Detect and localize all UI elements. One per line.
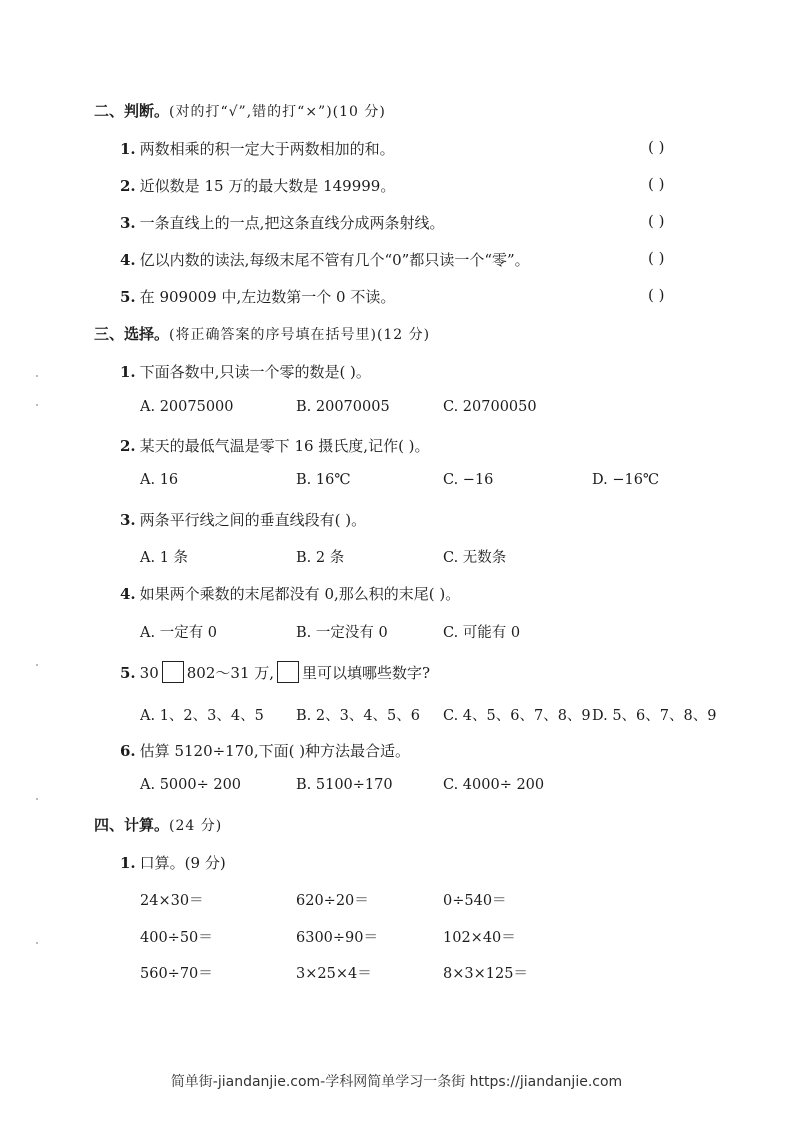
footer-watermark: 简单街-jiandanjie.com-学科网简单学习一条街 https://jiandanjie.com: [170, 1074, 623, 1090]
section-3-note: (将正确答案的序号填在括号里)(12 分): [169, 327, 431, 343]
q2-option-a[interactable]: A. 16: [140, 472, 179, 488]
scan-mark: [36, 664, 38, 666]
choice-question-4: 4. 如果两个乘数的末尾都没有 0,那么积的末尾( )。: [120, 585, 461, 603]
scan-mark: [36, 404, 38, 406]
q4-option-c[interactable]: C. 可能有 0: [443, 625, 521, 641]
choice-question-3: 3. 两条平行线之间的垂直线段有( )。: [120, 511, 367, 529]
choice-question-2: 2. 某天的最低气温是零下 16 摄氏度,记作( )。: [120, 437, 430, 455]
calc-item: 6300÷90＝: [296, 930, 379, 946]
answer-paren-3[interactable]: ( ): [648, 212, 665, 230]
calc-item: 400÷50＝: [140, 930, 213, 946]
q6-option-c[interactable]: C. 4000÷ 200: [443, 777, 545, 793]
calc-question-1: 1. 口算。(9 分): [120, 854, 226, 872]
scan-mark: [36, 942, 38, 944]
calc-item: 8×3×125＝: [443, 966, 528, 982]
q1-option-c[interactable]: C. 20700050: [443, 399, 537, 415]
section-4-title: 四、计算。(24 分): [94, 816, 223, 834]
q5-option-b[interactable]: B. 2、3、4、5、6: [296, 708, 421, 724]
blank-box[interactable]: [162, 661, 184, 683]
judge-question-5: 5. 在 909009 中,左边数第一个 0 不读。: [120, 288, 396, 306]
judge-question-2: 2. 近似数是 15 万的最大数是 149999。: [120, 177, 396, 195]
judge-question-3: 3. 一条直线上的一点,把这条直线分成两条射线。: [120, 214, 445, 232]
choice-question-5: 5. 30 802～31 万, 里可以填哪些数字?: [120, 661, 430, 683]
choice-question-6: 6. 估算 5120÷170,下面( )种方法最合适。: [120, 742, 411, 760]
q2-option-c[interactable]: C. −16: [443, 472, 494, 488]
judge-question-1: 1. 两数相乘的积一定大于两数相加的和。: [120, 140, 395, 158]
q1-option-a[interactable]: A. 20075000: [140, 399, 234, 415]
q6-option-a[interactable]: A. 5000÷ 200: [140, 777, 242, 793]
section-2-note: (对的打“√”,错的打“×”)(10 分): [169, 104, 386, 120]
scan-mark: [36, 375, 38, 377]
section-4-note: (24 分): [169, 818, 223, 834]
answer-paren-5[interactable]: ( ): [648, 286, 665, 304]
calc-item: 620÷20＝: [296, 893, 369, 909]
blank-box[interactable]: [277, 661, 299, 683]
q5-option-c[interactable]: C. 4、5、6、7、8、9: [443, 708, 591, 724]
calc-item: 24×30＝: [140, 893, 204, 909]
q4-option-a[interactable]: A. 一定有 0: [140, 625, 218, 641]
q2-option-d[interactable]: D. −16℃: [592, 472, 660, 488]
calc-item: 3×25×4＝: [296, 966, 372, 982]
calc-item: 560÷70＝: [140, 966, 213, 982]
q3-option-c[interactable]: C. 无数条: [443, 550, 507, 566]
q2-option-b[interactable]: B. 16℃: [296, 472, 351, 488]
answer-paren-2[interactable]: ( ): [648, 175, 665, 193]
q6-option-b[interactable]: B. 5100÷170: [296, 777, 393, 793]
answer-paren-4[interactable]: ( ): [648, 249, 665, 267]
q3-option-b[interactable]: B. 2 条: [296, 550, 345, 566]
q5-option-a[interactable]: A. 1、2、3、4、5: [140, 708, 264, 724]
section-2-title: 二、判断。(对的打“√”,错的打“×”)(10 分): [94, 102, 386, 120]
choice-question-1: 1. 下面各数中,只读一个零的数是( )。: [120, 363, 371, 381]
answer-paren-1[interactable]: ( ): [648, 138, 665, 156]
scan-mark: [36, 798, 38, 800]
judge-question-4: 4. 亿以内数的读法,每级末尾不管有几个“0”都只读一个“零”。: [120, 251, 530, 269]
q5-option-d[interactable]: D. 5、6、7、8、9: [592, 708, 717, 724]
q1-option-b[interactable]: B. 20070005: [296, 399, 390, 415]
q3-option-a[interactable]: A. 1 条: [140, 550, 189, 566]
calc-item: 102×40＝: [443, 930, 516, 946]
calc-item: 0÷540＝: [443, 893, 507, 909]
q4-option-b[interactable]: B. 一定没有 0: [296, 625, 388, 641]
section-3-title: 三、选择。(将正确答案的序号填在括号里)(12 分): [94, 325, 431, 343]
